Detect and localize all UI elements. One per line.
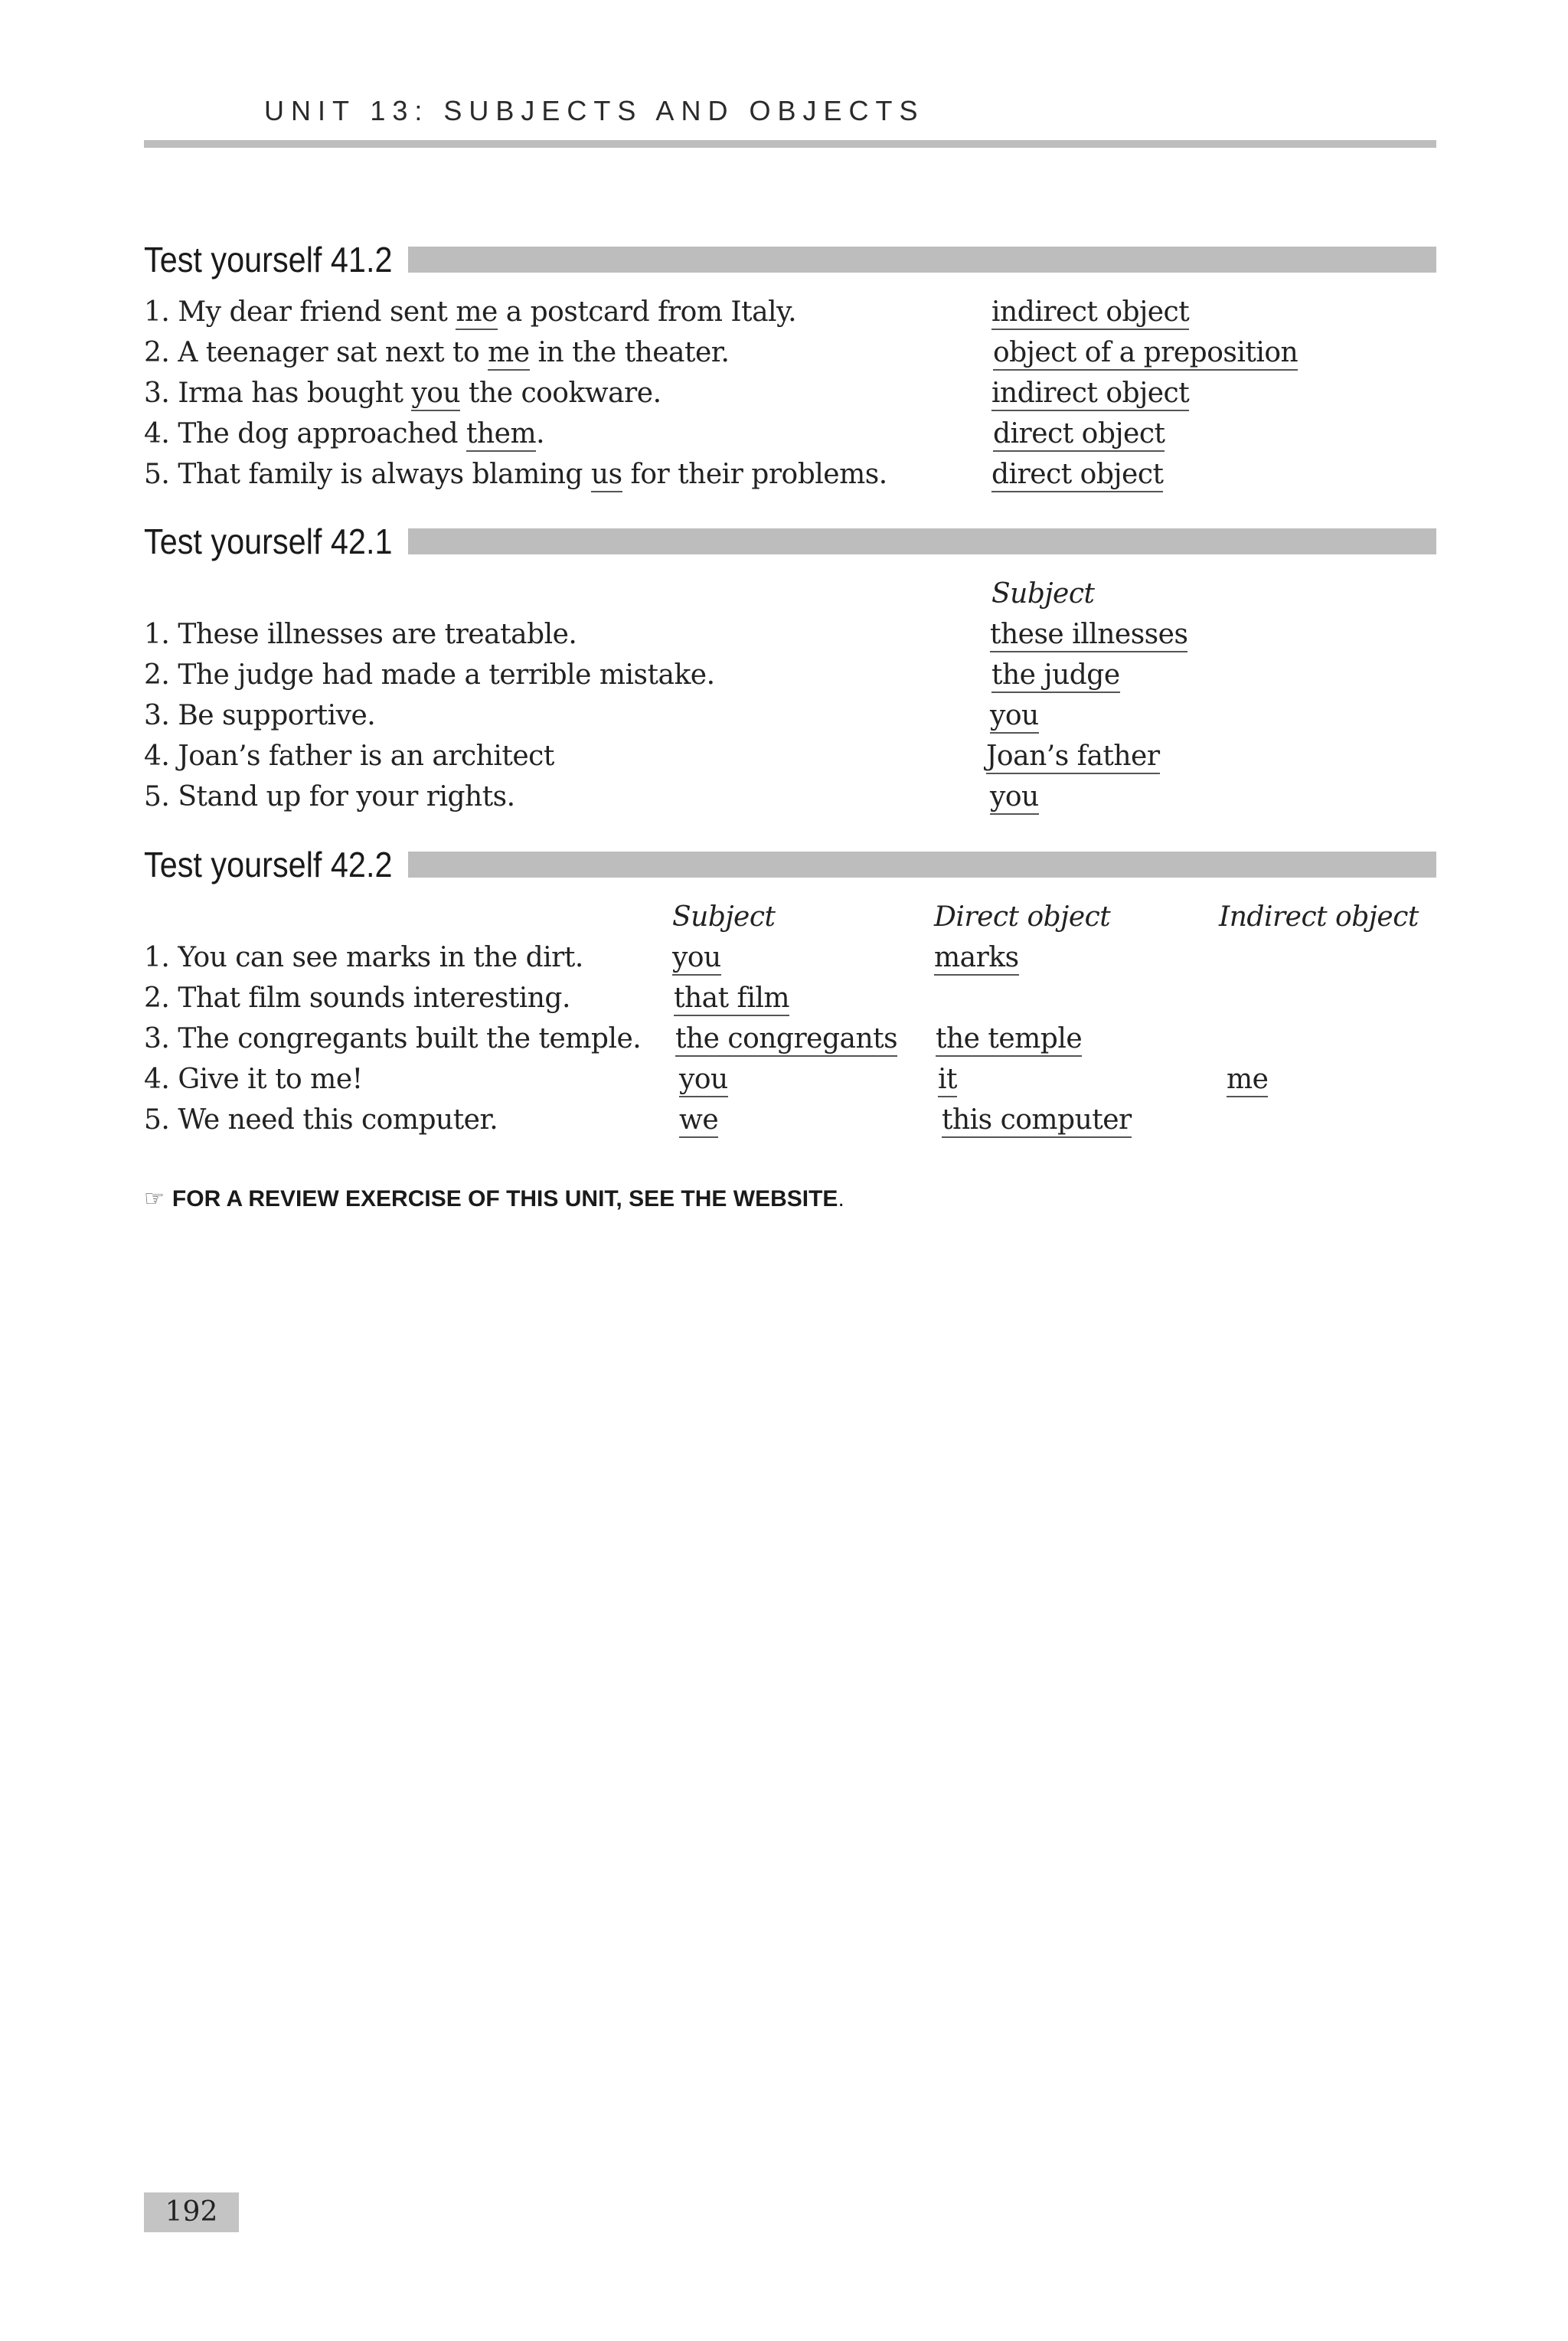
exercise-41-2-item-5: 5. That family is always blaming us for their problems. [144,457,887,492]
section-41-2-heading [144,239,1436,285]
target-word: me [488,337,529,371]
exercise-41-2-item-2: 2. A teenager sat next to me in the theater. [144,335,729,371]
exercise-42-2-item-4: 4. Give it to me! [144,1064,363,1095]
answer-42-2-5-direct: this computer [942,1103,1132,1138]
exercise-42-1-item-4: 4. Joan’s father is an architect [144,741,554,772]
target-word: us [591,459,622,492]
target-word: you [411,378,460,411]
exercise-42-2-item-2: 2. That film sounds interesting. [144,983,570,1014]
column-header-indirect-object: Indirect object [1219,901,1419,933]
answer-42-1-4: Joan’s father [986,739,1160,774]
answer-42-2-3-direct: the temple [936,1022,1082,1057]
exercise-41-2-item-3: 3. Irma has bought you the cookware. [144,376,662,411]
answer-41-2-3: indirect object [991,376,1189,411]
exercise-42-1-item-3: 3. Be supportive. [144,700,376,731]
exercise-42-2-item-5: 5. We need this computer. [144,1104,498,1136]
running-head: UNIT 13: SUBJECTS AND OBJECTS [264,95,925,126]
section-42-1-title: Test yourself 42.1 [144,521,393,561]
header-rule [144,140,1436,148]
answer-42-1-3: you [990,698,1039,734]
section-42-2-heading [144,844,1436,890]
answer-42-1-1: these illnesses [990,617,1187,652]
exercise-42-1-item-5: 5. Stand up for your rights. [144,781,515,812]
answer-41-2-2: object of a preposition [993,335,1298,371]
page-number: 192 [144,2192,239,2232]
answer-42-2-4-direct: it [938,1062,957,1097]
target-word: them [466,418,536,452]
section-42-1-heading [144,521,1436,567]
section-41-2-title: Test yourself 41.2 [144,240,393,280]
answer-42-1-2: the judge [991,658,1120,693]
exercise-42-2-item-1: 1. You can see marks in the dirt. [144,942,583,973]
pointing-hand-icon: ☞ [144,1185,165,1212]
column-header-direct-object: Direct object [934,901,1111,933]
target-word: me [456,296,497,330]
exercise-41-2-item-4: 4. The dog approached them. [144,417,544,452]
answer-41-2-5: direct object [991,457,1163,492]
section-41-2-bar [408,247,1436,273]
answer-41-2-4: direct object [993,417,1165,452]
answer-42-2-1-direct: marks [934,940,1019,976]
section-42-2-title: Test yourself 42.2 [144,845,393,884]
exercise-42-1-item-1: 1. These illnesses are treatable. [144,619,577,650]
column-header-subject: Subject [991,578,1095,610]
exercise-42-1-item-2: 2. The judge had made a terrible mistake. [144,659,715,691]
answer-42-2-3-subject: the congregants [675,1022,897,1057]
answer-42-2-2-subject: that film [674,981,789,1016]
answer-42-2-4-subject: you [679,1062,728,1097]
section-42-2-bar [408,852,1436,878]
answer-42-2-1-subject: you [672,940,721,976]
answer-42-1-5: you [990,780,1039,815]
answer-42-2-5-subject: we [679,1103,718,1138]
answer-42-2-4-indirect: me [1227,1062,1268,1097]
review-note: ☞ FOR A REVIEW EXERCISE OF THIS UNIT, SEE THE WEBSITE. [144,1185,844,1212]
column-header-subject: Subject [672,901,776,933]
answer-41-2-1: indirect object [991,295,1189,330]
exercise-41-2-item-1: 1. My dear friend sent me a postcard from Italy. [144,295,796,330]
section-42-1-bar [408,528,1436,554]
exercise-42-2-item-3: 3. The congregants built the temple. [144,1023,642,1054]
